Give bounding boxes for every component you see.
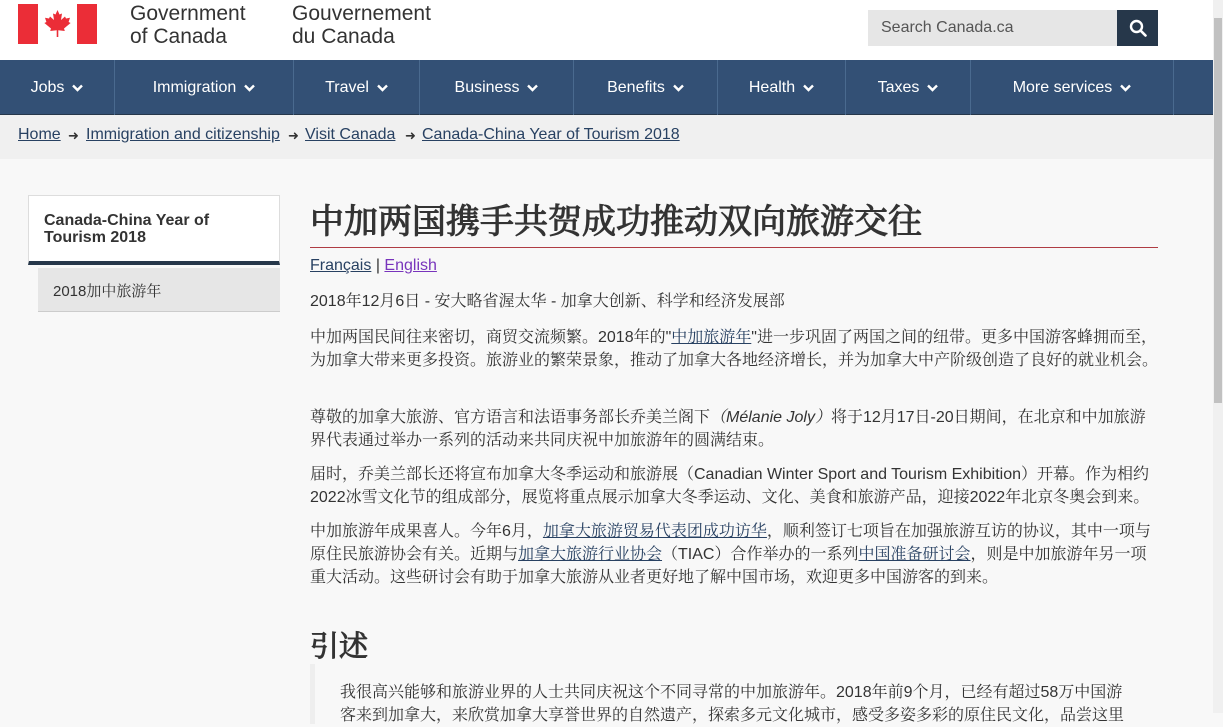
menu-item-label: Travel [325,78,369,96]
menu-item-more-services[interactable] [971,60,1174,115]
tourism-year-link[interactable]: 中加旅游年 [671,329,752,346]
government-of-canada-wordmark[interactable] [130,2,246,48]
arrow-right-icon: ➜ [68,128,79,143]
menu-item-jobs[interactable] [0,60,115,115]
menu-item-label: Immigration [152,78,237,96]
chevron-down-icon [673,84,684,92]
breadcrumb-year-of-tourism[interactable]: Canada-China Year of Tourism 2018 [422,126,680,143]
paragraph-1 [310,326,1158,372]
chevron-down-icon [527,84,538,92]
chevron-down-icon [803,84,814,92]
menu-item-label: Benefits [607,78,665,96]
page-title: 中加两国携手共贺成功推动双向旅游交往 [310,202,1158,248]
language-link-english[interactable]: English [384,257,437,274]
china-ready-seminar-link[interactable]: 中国准备研讨会 [858,546,971,563]
breadcrumb-home[interactable]: Home [18,126,61,143]
paragraph-text: 将于12月17日-20日期间，在北京和中加旅游界代表通过举办一系列的活动来共同庆祝中加旅游年的圆满结束。 [310,409,1146,449]
canada-flag-icon[interactable] [18,4,97,44]
chevron-down-icon [927,84,938,92]
trade-mission-link[interactable]: 加拿大旅游贸易代表团成功访华 [542,523,767,540]
sidebar-item-2018-tourism-year[interactable]: 2018加中旅游年 [38,268,280,312]
chevron-down-icon [72,84,83,92]
menu-item-taxes[interactable] [846,60,971,115]
menu-item-immigration[interactable] [115,60,294,115]
menu-item-benefits[interactable] [574,60,718,115]
menu-item-health[interactable] [718,60,846,115]
paragraph-4 [310,520,1158,589]
menu-item-label: Jobs [30,78,65,96]
dateline: 2018年12月6日 - 安大略省渥太华 - 加拿大创新、科学和经济发展部 [310,293,785,310]
menu-item-label: More services [1012,78,1113,96]
arrow-right-icon: ➜ [405,128,416,143]
paragraph-text: 中加旅游年成果喜人。今年6月， [310,523,543,540]
paragraph-text: ，则是中加旅游年另一项重大活动。这些研讨会有助于加拿大旅游从业者更好地了解中国市场，欢迎更多中国游客的到来。 [310,546,1147,586]
breadcrumb [0,115,1213,159]
paragraph-text: 尊敬的加拿大旅游、官方语言和法语事务部长乔美兰阁下 [310,409,711,426]
breadcrumb-visit-canada[interactable]: Visit Canada [305,126,396,143]
tiac-link[interactable]: 加拿大旅游行业协会 [518,546,663,563]
wordmark-en-line1: Government [130,2,246,25]
menu-item-label: Health [748,78,796,96]
search-input[interactable]: Search Canada.ca [868,10,1117,46]
chevron-down-icon [244,84,255,92]
wordmark-en-line2: of Canada [130,25,227,48]
main-menu [0,60,1213,115]
search-icon [1129,19,1147,37]
paragraph-2 [310,406,1158,452]
paragraph-text: "进一步巩固了两国之间的纽带。更多中国游客蜂拥而至，为加拿大带来更多投资。旅游业的繁荣景象，推动了加拿大各地经济增长，并为加拿大中产阶级创造了良好的就业机会。 [310,329,1159,369]
paragraph-text: （TIAC）合作举办的一系列 [662,546,859,563]
wordmark-fr-line1: Gouvernement [292,2,431,25]
paragraph-text: 中加两国民间往来密切，商贸交流频繁。2018年的" [310,329,672,346]
chevron-down-icon [1120,84,1131,92]
search-button[interactable] [1117,10,1158,46]
breadcrumb-immigration[interactable]: Immigration and citizenship [86,126,280,143]
menu-item-business[interactable] [420,60,574,115]
menu-item-label: Taxes [877,78,920,96]
language-separator: | [375,257,380,274]
gouvernement-du-canada-wordmark[interactable] [292,2,431,48]
chevron-down-icon [377,84,388,92]
paragraph-italic-text: （Mélanie Joly） [710,409,831,426]
site-header [0,0,1213,60]
menu-item-label: Business [454,78,520,96]
paragraph-text: ，顺利签订七项旨在加强旅游互访的协议，其中一项与原住民旅游协会有关。近期与 [310,523,1151,563]
paragraph-3: 届时，乔美兰部长还将宣布加拿大冬季运动和旅游展（Canadian Winter Sport and Tourism Exhibition）开幕。作为相约2022冰雪文化节的组成部分，展览将重点展示加拿大冬季运动、文化、美食和旅游产品，迎接2022年北京冬奥会到来。 [310,466,1150,506]
wordmark-fr-line2: du Canada [292,25,395,48]
blockquote: 我很高兴能够和旅游业界的人士共同庆祝这个不同寻常的中加旅游年。2018年前9个月，已经有超过58万中国游客来到加拿大，来欣赏加拿大享誉世界的自然遗产，探索多元文化城市，感受多姿多彩的原住民文化，品尝这里 [310,664,1158,724]
sidebar-heading[interactable]: Canada-China Year of Tourism 2018 [28,195,280,265]
section-heading-quotes: 引述 [310,631,369,663]
arrow-right-icon: ➜ [288,128,299,143]
scrollbar-thumb[interactable] [1214,18,1222,403]
language-link-french[interactable]: Français [310,257,372,274]
language-links [310,257,437,275]
menu-item-travel[interactable] [294,60,420,115]
